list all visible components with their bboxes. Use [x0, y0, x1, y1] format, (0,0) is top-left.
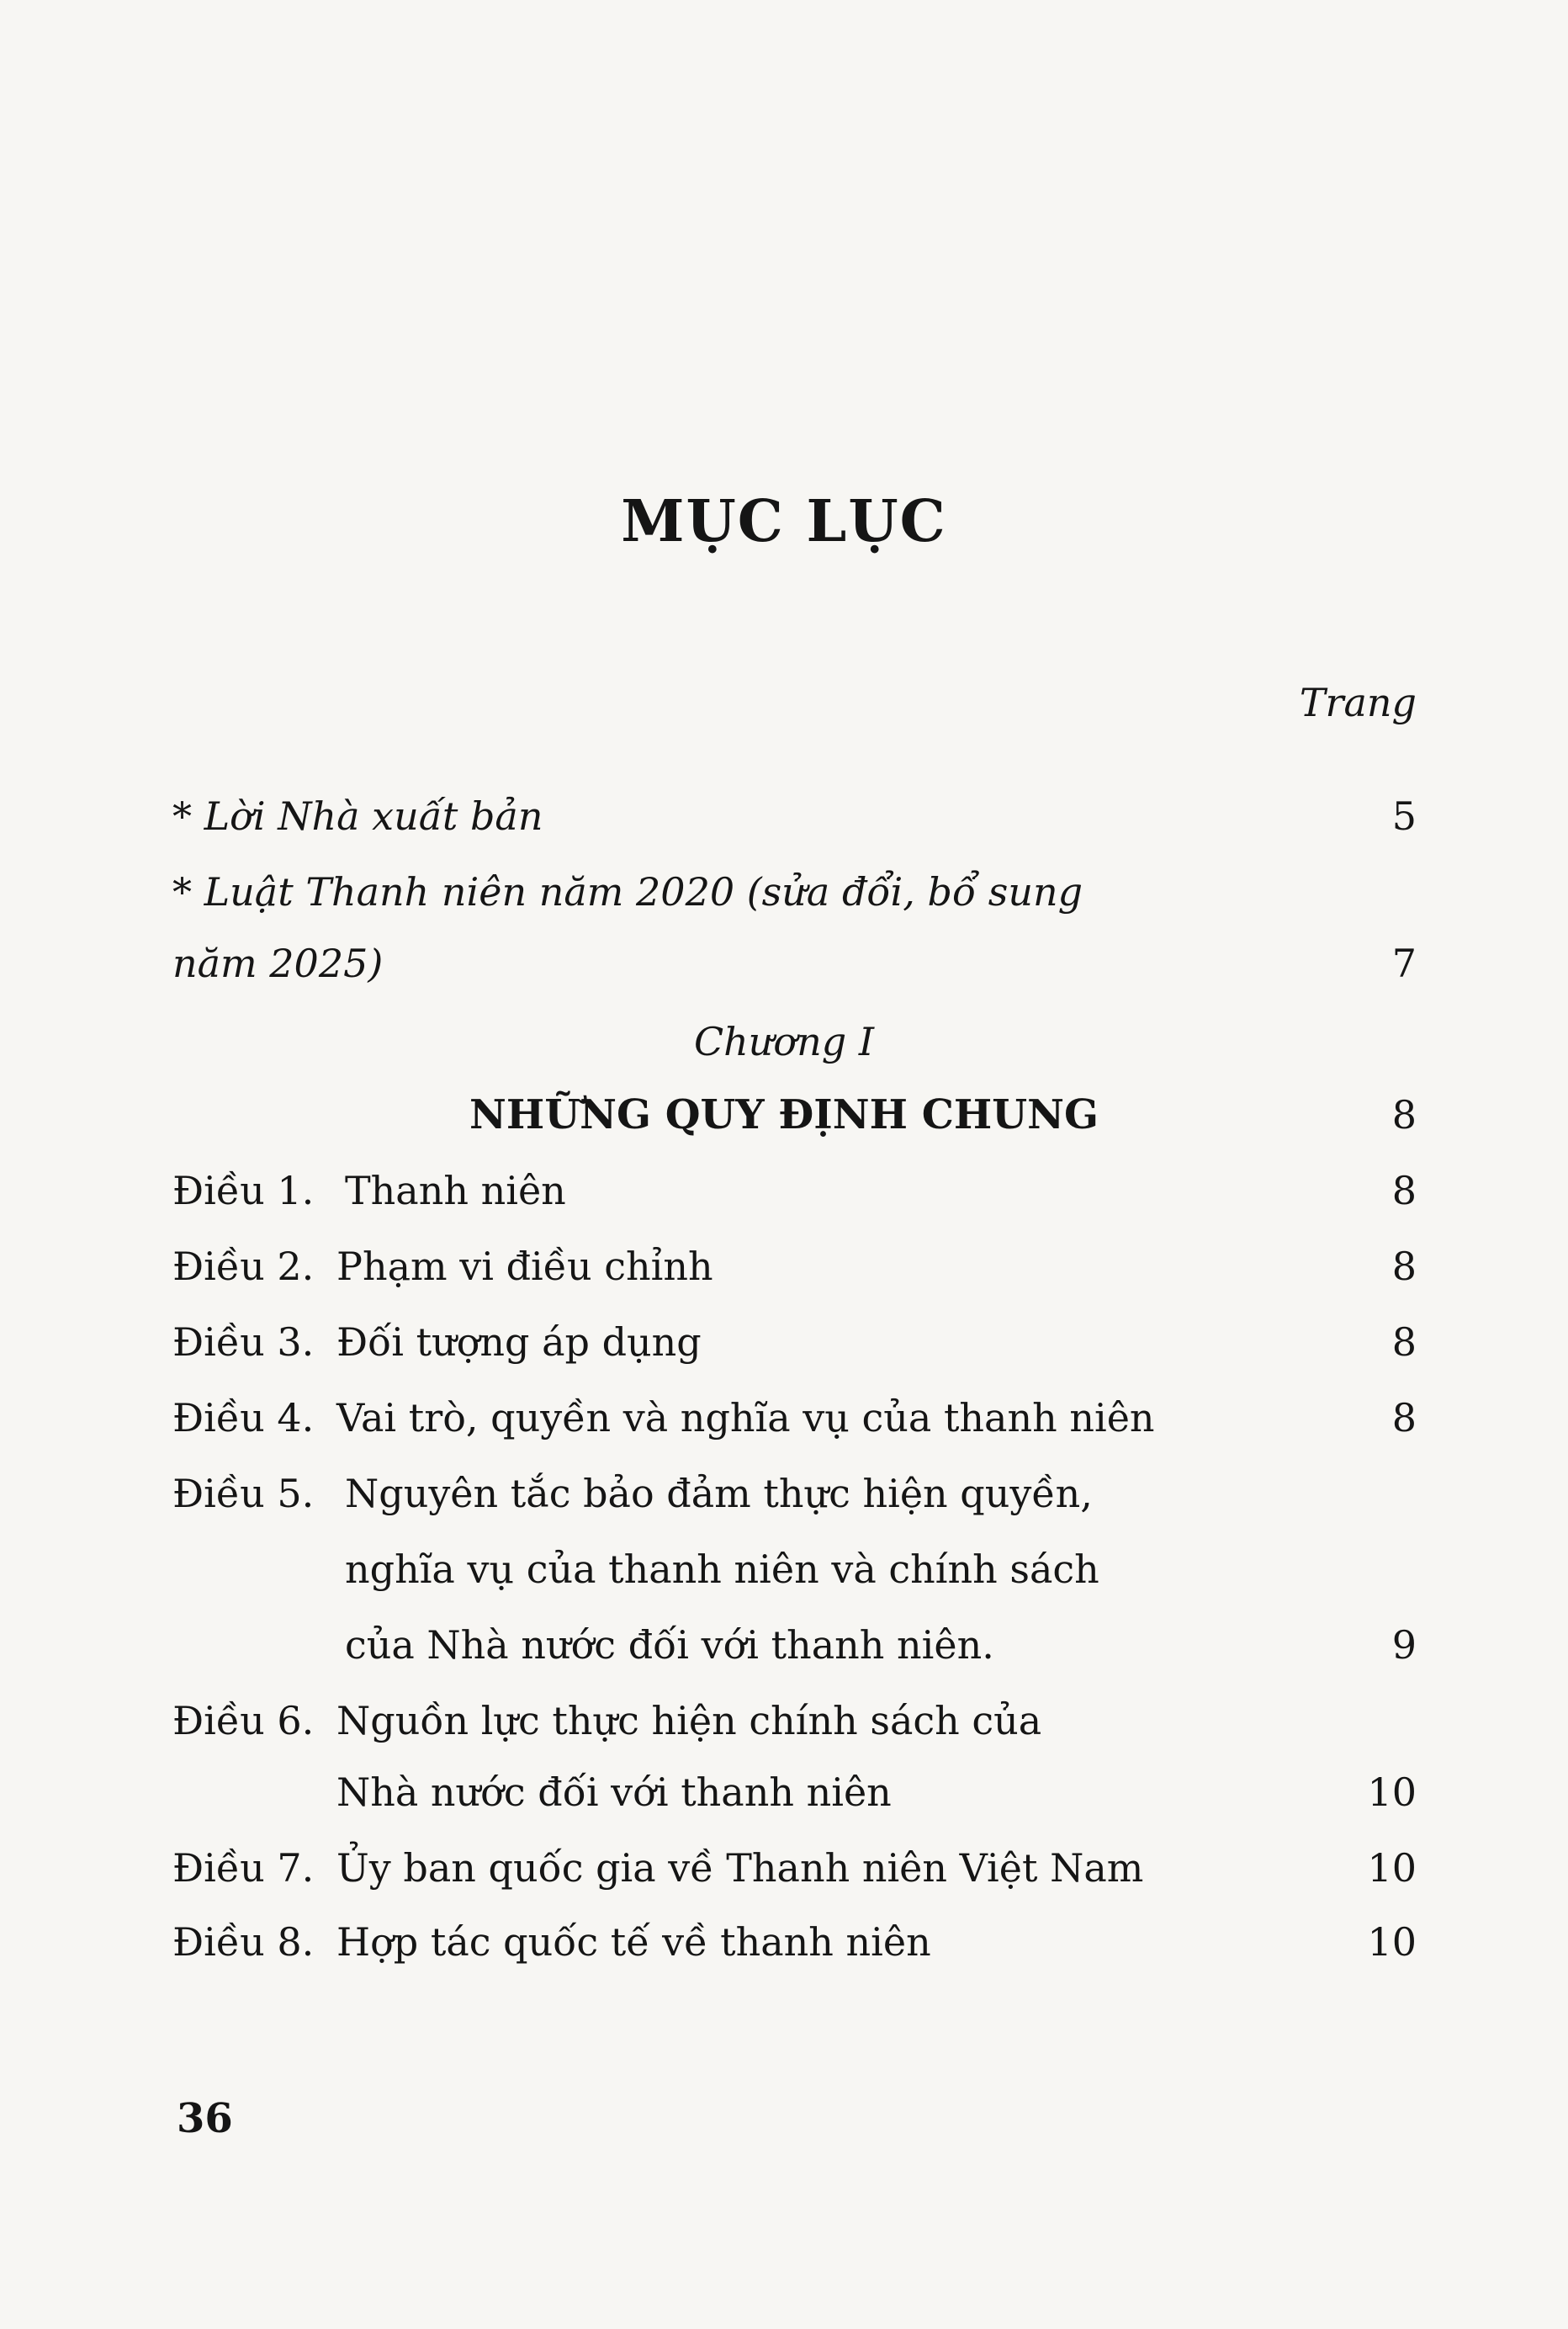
article-title-line: Nguyên tắc bảo đảm thực hiện quyền, [345, 1471, 1093, 1516]
toc-entry-page: 8 [1391, 1395, 1417, 1440]
toc-entry-page: 8 [1391, 1168, 1417, 1213]
page-column-label: Trang [1299, 680, 1417, 725]
toc-entry-article-5 [172, 1468, 1417, 1519]
toc-entry-page: 7 [1391, 941, 1417, 986]
toc-entry-article-2 [172, 1241, 1417, 1292]
article-title-line: của Nhà nước đối với thanh niên. [345, 1622, 994, 1668]
toc-entry-article-8 [172, 1917, 1417, 1967]
page-title: MỤC LỤC [621, 488, 947, 555]
toc-entry-page: 8 [1391, 1319, 1417, 1365]
article-label: Điều 1. [172, 1168, 315, 1213]
article-label: Điều 6. [172, 1698, 315, 1743]
toc-entry-article-6 [172, 1695, 1417, 1746]
toc-entry-page: 9 [1391, 1622, 1417, 1668]
article-title-line: nghĩa vụ của thanh niên và chính sách [345, 1546, 1099, 1592]
toc-entry-text: * Lời Nhà xuất bản [172, 793, 543, 839]
toc-entry-article-4 [172, 1393, 1417, 1443]
toc-entry-page: 10 [1367, 1769, 1417, 1815]
article-label: Điều 3. [172, 1319, 315, 1365]
article-title: Ủy ban quốc gia về Thanh niên Việt Nam [336, 1845, 1144, 1891]
toc-entry-article-3 [172, 1317, 1417, 1367]
chapter-label: Chương I [693, 1019, 874, 1064]
toc-entry-page: 8 [1391, 1244, 1417, 1289]
article-label: Điều 2. [172, 1244, 315, 1289]
toc-entry-page: 10 [1367, 1845, 1417, 1891]
page-number: 36 [177, 2095, 233, 2142]
article-title-line: Nguồn lực thực hiện chính sách của [336, 1698, 1042, 1743]
toc-entry-article-5-cont [172, 1544, 1417, 1594]
article-label: Điều 7. [172, 1845, 315, 1891]
toc-entry-article-5-cont [172, 1620, 1417, 1670]
toc-entry-article-1 [172, 1165, 1417, 1216]
toc-entry-page: 5 [1391, 793, 1417, 839]
article-title: Hợp tác quốc tế về thanh niên [336, 1919, 931, 1965]
article-label: Điều 4. [172, 1395, 315, 1440]
toc-entry-law [172, 867, 1417, 917]
article-label: Điều 5. [172, 1471, 315, 1516]
article-title: Thanh niên [345, 1168, 566, 1213]
article-title: Phạm vi điều chỉnh [336, 1244, 713, 1289]
article-label: Điều 8. [172, 1919, 315, 1965]
toc-entry-text: * Luật Thanh niên năm 2020 (sửa đổi, bổ sung [172, 869, 1083, 915]
article-title: Vai trò, quyền và nghĩa vụ của thanh niên [336, 1395, 1155, 1440]
toc-entry-article-7 [172, 1843, 1417, 1893]
toc-entry-article-6-cont [172, 1767, 1417, 1817]
chapter-title: NHỮNG QUY ĐỊNH CHUNG [469, 1091, 1099, 1138]
chapter-page-row [172, 1090, 1417, 1140]
toc-entry-text: năm 2025) [172, 941, 384, 986]
toc-entry-foreword [172, 791, 1417, 841]
article-title: Đối tượng áp dụng [336, 1319, 702, 1365]
toc-entry-page: 8 [1391, 1092, 1417, 1138]
toc-entry-page: 10 [1367, 1919, 1417, 1965]
toc-entry-law-cont [172, 938, 1417, 989]
article-title-line: Nhà nước đối với thanh niên [336, 1769, 892, 1815]
